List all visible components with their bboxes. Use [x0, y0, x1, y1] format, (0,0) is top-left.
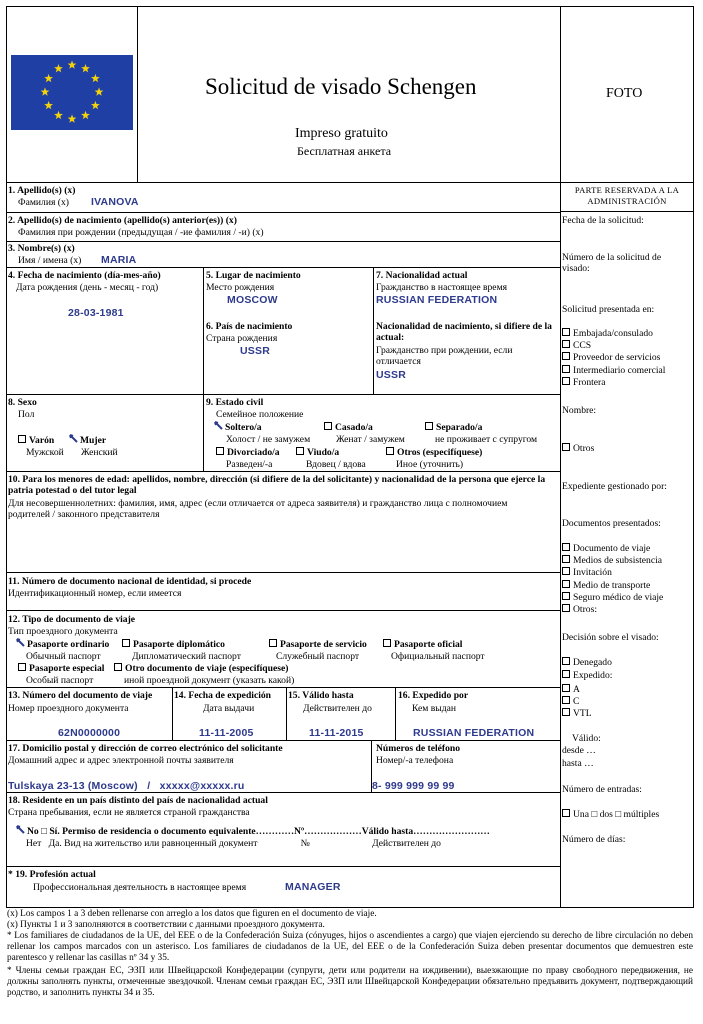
field-8-label-ru: Пол	[18, 409, 35, 420]
admin-option-label: Seguro médico de viaje	[573, 591, 664, 603]
admin-name-label: Nombre:	[562, 405, 597, 416]
checkbox-empty-icon	[562, 365, 570, 373]
admin-others-option[interactable]	[562, 443, 594, 454]
field-14-label-ru: Дата выдачи	[203, 703, 255, 714]
admin-handled-label: Expediente gestionado por:	[562, 481, 667, 492]
birth-country-value[interactable]: USSR	[240, 345, 270, 357]
admin-from-label: desde …	[562, 745, 596, 756]
residence-line: No □ Sí. Permiso de residencia o documento equivalente…………Nº………………Válido hasta……………………	[27, 826, 490, 837]
field-19-label-ru: Профессиональная деятельность в настоящее время	[33, 882, 247, 893]
doc-diplomatic-label-ru: Дипломатический паспорт	[132, 651, 241, 662]
doc-ordinary-option[interactable]	[16, 638, 109, 650]
photo-box-label: FOTO	[606, 86, 643, 101]
doc-number-value[interactable]: 62N0000000	[58, 727, 121, 739]
checkbox-empty-icon	[562, 543, 570, 551]
admin-option-label: Documento de viaje	[573, 543, 651, 554]
field-3-label-ru: Имя / имена (x)	[18, 255, 82, 266]
admin-entries-label: Número de entradas:	[562, 784, 642, 795]
footnote-3: * Los familiares de ciudadanos de la UE, del EEE o de la Confederación Suiza (cónyuges, hijos o ascendientes a cargo) que viajen ejerciendo su derecho de libre circulación no deben rellenar los campos marcados con un asterisco. Los familiares de ciudadanos de la UE, del EEE o de la Confederación Suiza deben presentar documentos que demuestren este parentesco y rellenar las casillas nº 34 y 35.	[7, 931, 693, 963]
status-widowed-label-ru: Вдовец / вдова	[306, 459, 366, 470]
field-5-label: 5. Lugar de nacimiento	[206, 270, 301, 281]
doc-other-label-ru: иной проездной документ (указать какой)	[124, 675, 295, 686]
admin-option-label: Embajada/consulado	[573, 328, 653, 339]
doc-diplomatic-option[interactable]	[122, 639, 225, 650]
status-separated-option[interactable]	[425, 422, 482, 433]
checkbox-empty-icon	[383, 639, 391, 647]
field-15-label-ru: Действителен до	[303, 703, 372, 714]
doc-special-label-ru: Особый паспорт	[26, 675, 94, 686]
checkbox-empty-icon	[562, 555, 570, 563]
birth-place-value[interactable]: MOSCOW	[227, 294, 278, 306]
sex-female-label-ru: Женский	[81, 447, 118, 458]
checkmark-icon	[69, 434, 79, 444]
profession-value[interactable]: MANAGER	[285, 881, 341, 893]
admin-issued-option[interactable]	[562, 670, 612, 681]
footnote-1: (x) Los campos 1 a 3 deben rellenarse con arreglo a los datos que figuren en el documento de viaje.	[7, 909, 377, 919]
checkbox-empty-icon	[562, 670, 570, 678]
sex-male-option[interactable]	[18, 435, 54, 446]
checkbox-empty-icon	[562, 684, 570, 692]
checkbox-empty-icon	[562, 567, 570, 575]
checkbox-empty-icon	[562, 328, 570, 336]
admin-checkbox-option[interactable]	[562, 604, 597, 615]
status-widowed-option[interactable]	[296, 447, 339, 458]
checkbox-empty-icon	[562, 657, 570, 665]
checkbox-empty-icon	[216, 447, 224, 455]
checkbox-empty-icon	[425, 422, 433, 430]
field-9-label: 9. Estado civil	[206, 397, 264, 408]
field-7b-label-ru: Гражданство при рождении, если отличается	[376, 345, 513, 367]
field-4-label-ru: Дата рождения (день - месяц - год)	[16, 282, 159, 293]
doc-service-option[interactable]	[269, 639, 367, 650]
status-separated-label: Separado/a	[436, 422, 483, 433]
admin-submitted-label: Solicitud presentada en:	[562, 304, 655, 315]
issue-date-value[interactable]: 11-11-2005	[199, 727, 254, 739]
status-separated-label-ru: не проживает с супругом	[435, 434, 538, 445]
checkmark-icon	[214, 421, 224, 431]
status-other-option[interactable]	[386, 447, 482, 458]
admin-date-label: Fecha de la solicitud:	[562, 215, 644, 226]
checkbox-empty-icon	[18, 663, 26, 671]
field-13-label: 13. Número del documento de viaje	[8, 690, 153, 701]
checkbox-empty-icon	[562, 809, 570, 817]
form-subtitle-ru: Бесплатная анкета	[297, 144, 392, 158]
field-10-label: 10. Para los menores de edad: apellidos, nombre, dirección (si difiere de la del solicitante) y nacionalidad de la persona que ejerce la patria potestad o del tutor legal	[8, 474, 546, 496]
field-19-label: * 19. Profesión actual	[8, 869, 96, 880]
admin-checkbox-option[interactable]	[562, 365, 665, 376]
admin-entries-opts-label: Una □ dos □ múltiples	[573, 809, 660, 820]
checkbox-empty-icon	[122, 639, 130, 647]
checkbox-empty-icon	[562, 352, 570, 360]
doc-service-label: Pasaporte de servicio	[280, 639, 367, 650]
checkbox-empty-icon	[562, 340, 570, 348]
admin-checkbox-option[interactable]	[562, 580, 650, 591]
admin-refused-option[interactable]	[562, 657, 612, 668]
admin-option-label: Medio de transporte	[573, 579, 651, 591]
field-18-label-ru: Страна пребывания, если не является страной гражданства	[8, 807, 250, 818]
checkbox-empty-icon	[114, 663, 122, 671]
checkbox-empty-icon	[269, 639, 277, 647]
phone-label: Números de teléfono	[376, 743, 461, 754]
field-16-label: 16. Expedido por	[398, 690, 469, 701]
checkbox-empty-icon	[296, 447, 304, 455]
field-2-label: 2. Apellido(s) de nacimiento (apellido(s) anterior(es)) (x)	[8, 215, 237, 226]
field-7-label: 7. Nacionalidad actual	[376, 270, 468, 281]
status-married-label-ru: Женат / замужем	[336, 434, 405, 445]
doc-official-label-ru: Официальный паспорт	[391, 651, 485, 662]
status-divorced-label-ru: Разведен/-а	[226, 459, 273, 470]
admin-option-label: Invitación	[573, 567, 612, 579]
field-3-label: 3. Nombre(s) (x)	[8, 243, 75, 254]
doc-service-label-ru: Служебный паспорт	[276, 651, 360, 662]
field-12-label-ru: Тип проездного документа	[8, 626, 118, 637]
checkbox-empty-icon	[562, 592, 570, 600]
admin-option-label: Otros:	[573, 604, 597, 615]
admin-checkbox-option[interactable]	[562, 592, 663, 603]
admin-checkbox-option[interactable]	[562, 708, 592, 719]
field-8-label: 8. Sexo	[8, 397, 37, 408]
surname-value[interactable]: IVANOVA	[91, 196, 139, 208]
phone-label-ru: Номер/-а телефона	[376, 755, 454, 766]
sex-female-label: Mujer	[80, 435, 107, 446]
admin-option-label: A	[573, 684, 580, 695]
admin-checkbox-option[interactable]	[562, 696, 579, 707]
checkmark-icon	[16, 638, 26, 648]
issued-by-value[interactable]: RUSSIAN FEDERATION	[413, 727, 535, 739]
footnote-4: * Члены семьи граждан ЕС, ЭЗП или Швейцарской Конфедерации (супруги, дети или родители на иждивении), выезжающие по праву свободного передвижения, не должны заполнять пункты, отмеченные звездочкой. Членам семьи граждан ЕС, ЭЗП или Швейцарской Конфедерации обязательно предъявить документ, подтверждающий родство, и заполнить пункты 34 и 35.	[7, 966, 693, 998]
field-17-label-ru: Домашний адрес и адрес электронной почты заявителя	[8, 755, 234, 766]
birth-nationality-value[interactable]: USSR	[376, 369, 406, 381]
field-6-label: 6. País de nacimiento	[206, 321, 293, 332]
field-16-label-ru: Кем выдан	[412, 703, 457, 714]
checkmark-icon	[16, 825, 26, 835]
field-7b-label: Nacionalidad de nacimiento, si difiere de la actual:	[376, 321, 552, 343]
checkbox-empty-icon	[18, 435, 26, 443]
field-13-label-ru: Номер проездного документа	[8, 703, 129, 714]
checkbox-empty-icon	[562, 580, 570, 588]
status-single-option[interactable]	[214, 421, 262, 433]
valid-until-value[interactable]: 11-11-2015	[309, 727, 364, 739]
doc-special-label: Pasaporte especial	[29, 663, 105, 674]
checkbox-empty-icon	[562, 696, 570, 704]
field-17-label: 17. Domicilio postal y dirección de correo electrónico del solicitante	[8, 743, 283, 754]
field-1-label-ru: Фамилия (x)	[18, 197, 69, 208]
status-other-label-ru: Иное (уточнить)	[396, 459, 464, 470]
status-other-label: Otros (especifíquese)	[397, 447, 483, 458]
doc-special-option[interactable]	[18, 663, 104, 674]
field-10-label-ru: Для несовершеннолетних: фамилия, имя, адрес (если отличается от адреса заявителя) и гражданство лица с полномочием родителей / законного представителя	[8, 498, 508, 520]
admin-issued-label: Expedido:	[573, 670, 613, 681]
field-6-label-ru: Страна рождения	[206, 333, 278, 344]
residence-options[interactable]	[16, 825, 490, 837]
checkbox-empty-icon	[562, 604, 570, 612]
birth-date-value[interactable]: 28-03-1981	[68, 307, 124, 319]
phone-value[interactable]: 8- 999 999 99 99	[372, 780, 455, 792]
admin-valid-label: Válido:	[572, 733, 601, 744]
sex-male-label: Varón	[29, 435, 55, 446]
field-14-label: 14. Fecha de expedición	[174, 690, 271, 701]
checkbox-empty-icon	[324, 422, 332, 430]
admin-checkbox-option[interactable]	[562, 684, 580, 695]
admin-checkbox-option[interactable]	[562, 328, 653, 339]
admin-refused-label: Denegado	[573, 657, 612, 668]
sex-female-option[interactable]	[69, 434, 106, 446]
doc-official-option[interactable]	[383, 639, 462, 650]
status-married-option[interactable]	[324, 422, 373, 433]
admin-option-label: Proveedor de servicios	[573, 352, 661, 364]
admin-checkbox-option[interactable]	[562, 340, 591, 351]
admin-option-label: Intermediario comercial	[573, 364, 666, 376]
sex-male-label-ru: Мужской	[26, 447, 64, 458]
admin-checkbox-option[interactable]	[562, 352, 660, 363]
status-divorced-label: Divorciado/a	[227, 447, 280, 458]
checkbox-empty-icon	[562, 708, 570, 716]
doc-ordinary-label-ru: Обычный паспорт	[26, 651, 101, 662]
admin-checkbox-option[interactable]	[562, 543, 650, 554]
field-12-label: 12. Tipo de documento de viaje	[8, 614, 136, 625]
admin-number-label: Número de la solicitud de visado:	[562, 252, 662, 274]
status-married-label: Casado/a	[335, 422, 373, 433]
field-4-label: 4. Fecha de nacimiento (día-mes-año)	[8, 270, 161, 281]
field-7-label-ru: Гражданство в настоящее время	[376, 282, 508, 293]
status-single-label: Soltero/a	[225, 422, 262, 433]
admin-checkbox-option[interactable]	[562, 567, 612, 578]
footnote-2: (x) Пункты 1 и 3 заполняются в соответствии с данными проездного документа.	[7, 920, 325, 930]
admin-option-label: Medios de subsistencia	[573, 555, 662, 567]
residence-line-ru: Нет Да. Вид на жительство или равноценный документ № Действителен до	[26, 838, 441, 849]
checkbox-empty-icon	[386, 447, 394, 455]
field-11-label-ru: Идентификационный номер, если имеется	[8, 588, 182, 599]
status-widowed-label: Viudo/a	[307, 447, 340, 458]
checkbox-empty-icon	[562, 377, 570, 385]
field-5-label-ru: Место рождения	[206, 282, 275, 293]
admin-option-label: CCS	[573, 340, 592, 352]
field-18-label: 18. Residente en un país distinto del país de nacionalidad actual	[8, 795, 268, 806]
doc-ordinary-label: Pasaporte ordinario	[27, 639, 110, 650]
doc-other-label: Otro documento de viaje (especifíquese)	[125, 663, 289, 674]
admin-days-label: Número de días:	[562, 834, 626, 845]
status-single-label-ru: Холост / не замужем	[226, 434, 311, 445]
admin-docs-label: Documentos presentados:	[562, 518, 661, 529]
admin-option-label: VTL	[573, 708, 592, 720]
admin-checkbox-option[interactable]	[562, 377, 606, 388]
admin-until-label: hasta …	[562, 758, 594, 769]
admin-entries-options[interactable]	[562, 809, 659, 820]
field-1-label: 1. Apellido(s) (x)	[8, 185, 76, 196]
eu-flag	[11, 55, 133, 130]
field-15-label: 15. Válido hasta	[288, 690, 354, 701]
admin-option-label: Frontera	[573, 376, 606, 388]
first-name-value[interactable]: MARIA	[101, 254, 137, 266]
status-divorced-option[interactable]	[216, 447, 280, 458]
field-9-label-ru: Семейное положение	[216, 409, 304, 420]
form-subtitle-es: Impreso gratuito	[295, 126, 388, 141]
doc-official-label: Pasaporte oficial	[394, 639, 463, 650]
field-11-label: 11. Número de documento nacional de identidad, si procede	[8, 576, 252, 587]
admin-decision-label: Decisión sobre el visado:	[562, 632, 659, 643]
form-title: Solicitud de visado Schengen	[205, 74, 477, 99]
admin-others-label: Otros	[573, 443, 595, 454]
admin-title: PARTE RESERVADA A LA ADMINISTRACIÓN	[574, 185, 680, 206]
doc-other-option[interactable]	[114, 663, 288, 674]
admin-checkbox-option[interactable]	[562, 555, 662, 566]
nationality-value[interactable]: RUSSIAN FEDERATION	[376, 294, 498, 306]
field-2-label-ru: Фамилия при рождении (предыдущая / -ие фамилия / -и) (x)	[18, 227, 264, 238]
checkbox-empty-icon	[562, 443, 570, 451]
address-value[interactable]: Tulskaya 23-13 (Moscow) / xxxxx@xxxxx.ru	[8, 780, 245, 792]
admin-option-label: C	[573, 696, 580, 708]
doc-diplomatic-label: Pasaporte diplomático	[133, 639, 225, 650]
